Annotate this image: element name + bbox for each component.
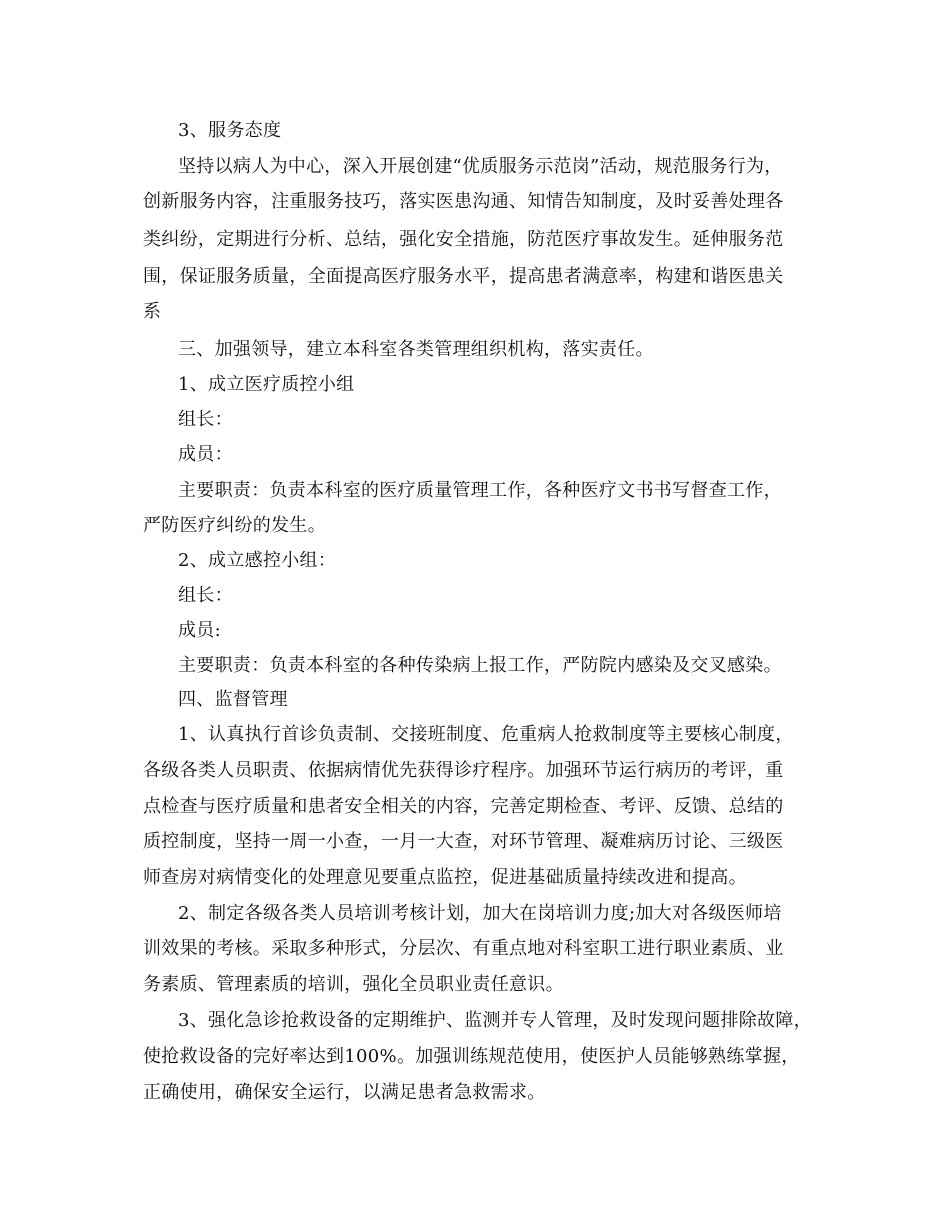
group-members-label: 成员: <box>178 620 221 641</box>
paragraph-line: 坚持以病人为中心，深入开展创建“优质服务示范岗”活动，规范服务行为， <box>178 156 783 177</box>
subsection-heading: 1、成立医疗质控小组 <box>178 374 355 395</box>
section-heading: 四、监督管理 <box>178 689 288 710</box>
group-members-label: 成员： <box>178 444 233 465</box>
paragraph-line: 正确使用，确保安全运行，以满足患者急救需求。 <box>143 1082 546 1103</box>
paragraph-line: 2、制定各级各类人员培训考核计划，加大在岗培训力度;加大对各级医师培 <box>178 903 782 924</box>
paragraph-line: 各级各类人员职责、依据病情优先获得诊疗程序。加强环节运行病历的考评，重 <box>143 760 784 781</box>
group-leader-label: 组长： <box>178 409 233 430</box>
paragraph-line: 点检查与医疗质量和患者安全相关的内容，完善定期检查、考评、反馈、总结的 <box>143 796 784 817</box>
paragraph-line: 质控制度，坚持一周一小查，一月一大查，对环节管理、凝难病历讨论、三级医 <box>143 831 784 852</box>
paragraph-line: 主要职责：负责本科室的医疗质量管理工作，各种医疗文书书写督查工作， <box>178 480 782 501</box>
heading-service-attitude: 3、服务态度 <box>178 120 282 141</box>
paragraph-line: 严防医疗纠纷的发生。 <box>143 515 326 536</box>
paragraph-line: 1、认真执行首诊负责制、交接班制度、危重病人抢救制度等主要核心制度， <box>178 724 794 745</box>
section-heading: 三、加强领导，建立本科室各类管理组织机构，落实责任。 <box>178 339 654 360</box>
paragraph-line: 务素质、管理素质的培训，强化全员职业责任意识。 <box>143 974 564 995</box>
paragraph-line: 类纠纷，定期进行分析、总结，强化安全措施，防范医疗事故发生。延伸服务范 <box>143 229 784 250</box>
paragraph-line: 系 <box>143 301 162 322</box>
group-leader-label: 组长： <box>178 585 233 606</box>
paragraph-line: 创新服务内容，注重服务技巧，落实医患沟通、知情告知制度，及时妥善处理各 <box>143 191 784 212</box>
paragraph-line: 训效果的考核。采取多种形式，分层次、有重点地对科室职工进行职业素质、业 <box>143 938 784 959</box>
paragraph-line: 围，保证服务质量，全面提高医疗服务水平，提高患者满意率，构建和谐医患关 <box>143 266 784 287</box>
paragraph-line: 师查房对病情变化的处理意见要重点监控，促进基础质量持续改进和提高。 <box>143 867 747 888</box>
subsection-heading: 2、成立感控小组： <box>178 550 337 571</box>
paragraph-line: 3、强化急诊抢救设备的定期维护、监测并专人管理，及时发现问题排除故障， <box>178 1010 812 1031</box>
paragraph-line: 使抢救设备的完好率达到100%。加强训练规范使用，使医护人员能够熟练掌握， <box>143 1046 800 1067</box>
paragraph-line: 主要职责：负责本科室的各种传染病上报工作，严防院内感染及交叉感染。 <box>178 655 782 676</box>
